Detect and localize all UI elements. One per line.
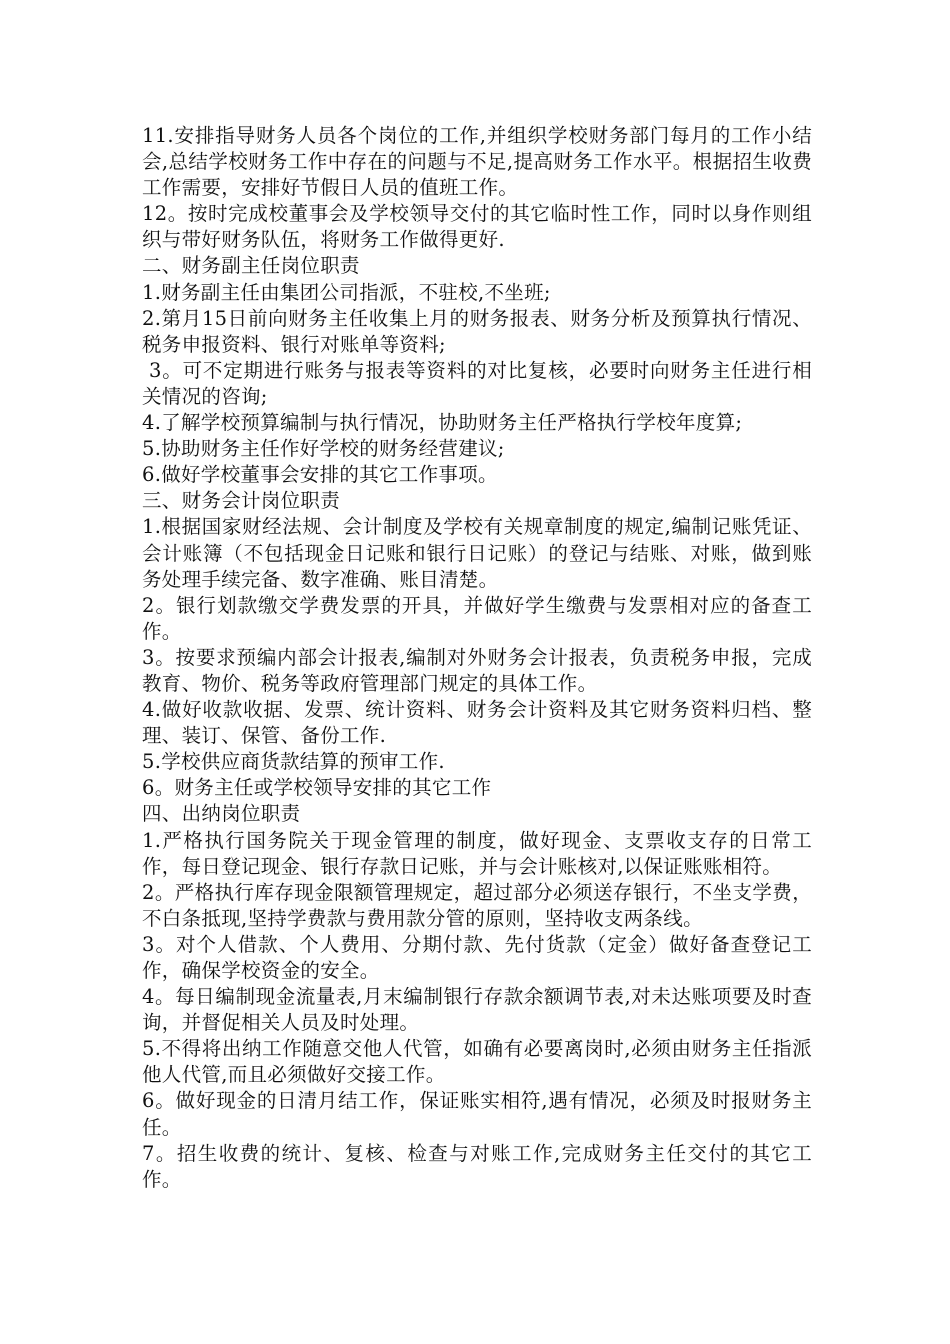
paragraph-deputy-6: 6.做好学校董事会安排的其它工作事项。 (142, 463, 498, 487)
paragraph-item-12: 12。按时完成校董事会及学校领导交付的其它临时性工作，同时以身作则组织与带好财务队伍，将财务工作做得更好. (142, 202, 812, 252)
paragraph-deputy-4: 4.了解学校预算编制与执行情况，协助财务主任严格执行学校年度算; (142, 411, 743, 435)
paragraph-cashier-7: 7。招生收费的统计、复核、检查与对账工作,完成财务主任交付的其它工作。 (142, 1141, 812, 1191)
section-heading-accountant: 三、财务会计岗位职责 (142, 489, 341, 513)
paragraph-cashier-4: 4。每日编制现金流量表,月末编制银行存款余额调节表,对未达账项要及时查询，并督促相关人员及时处理。 (142, 985, 812, 1035)
paragraph-deputy-5: 5.协助财务主任作好学校的财务经营建议; (142, 437, 505, 461)
paragraph-accountant-1: 1.根据国家财经法规、会计制度及学校有关规章制度的规定,编制记账凭证、会计账簿（不包括现金日记账和银行日记账）的登记与结账、对账，做到账务处理手续完备、数字准确、账目清楚。 (142, 515, 812, 591)
paragraph-accountant-2: 2。银行划款缴交学费发票的开具，并做好学生缴费与发票相对应的备查工作。 (142, 593, 812, 643)
paragraph-cashier-2: 2。严格执行库存现金限额管理规定，超过部分必须送存银行，不坐支学费，不白条抵现,坚持学费款与费用款分管的原则，坚持收支两条线。 (142, 880, 812, 930)
paragraph-deputy-3: 3。可不定期进行账务与报表等资料的对比复核，必要时向财务主任进行相关情况的咨询; (142, 358, 813, 408)
paragraph-cashier-1: 1.严格执行国务院关于现金管理的制度，做好现金、支票收支存的日常工作，每日登记现金、银行存款日记账，并与会计账核对,以保证账账相符。 (142, 828, 812, 878)
paragraph-cashier-5: 5.不得将出纳工作随意交他人代管，如确有必要离岗时,必须由财务主任指派他人代管,而且必须做好交接工作。 (142, 1037, 812, 1087)
paragraph-deputy-1: 1.财务副主任由集团公司指派，不驻校,不坐班; (142, 280, 551, 304)
paragraph-deputy-2: 2.第月15日前向财务主任收集上月的财务报表、财务分析及预算执行情况、税务申报资料、银行对账单等资料; (142, 306, 812, 356)
paragraph-accountant-6: 6。财务主任或学校领导安排的其它工作 (142, 776, 492, 800)
paragraph-cashier-6: 6。做好现金的日清月结工作，保证账实相符,遇有情况，必须及时报财务主任。 (142, 1089, 812, 1139)
paragraph-accountant-4: 4.做好收款收据、发票、统计资料、财务会计资料及其它财务资料归档、整理、装订、保管、备份工作. (142, 698, 812, 748)
paragraph-accountant-3: 3。按要求预编内部会计报表,编制对外财务会计报表，负责税务申报，完成教育、物价、税务等政府管理部门规定的具体工作。 (142, 645, 812, 695)
section-heading-cashier: 四、出纳岗位职责 (142, 802, 301, 826)
section-heading-deputy-director: 二、财务副主任岗位职责 (142, 254, 360, 278)
paragraph-cashier-3: 3。对个人借款、个人费用、分期付款、先付货款（定金）做好备查登记工作，确保学校资金的安全。 (142, 932, 812, 982)
paragraph-accountant-5: 5.学校供应商货款结算的预审工作. (142, 750, 445, 774)
document-body (142, 123, 812, 1193)
paragraph-item-11: 11.安排指导财务人员各个岗位的工作,并组织学校财务部门每月的工作小结会,总结学校财务工作中存在的问题与不足,提高财务工作水平。根据招生收费工作需要，安排好节假日人员的值班工作。 (142, 124, 812, 200)
